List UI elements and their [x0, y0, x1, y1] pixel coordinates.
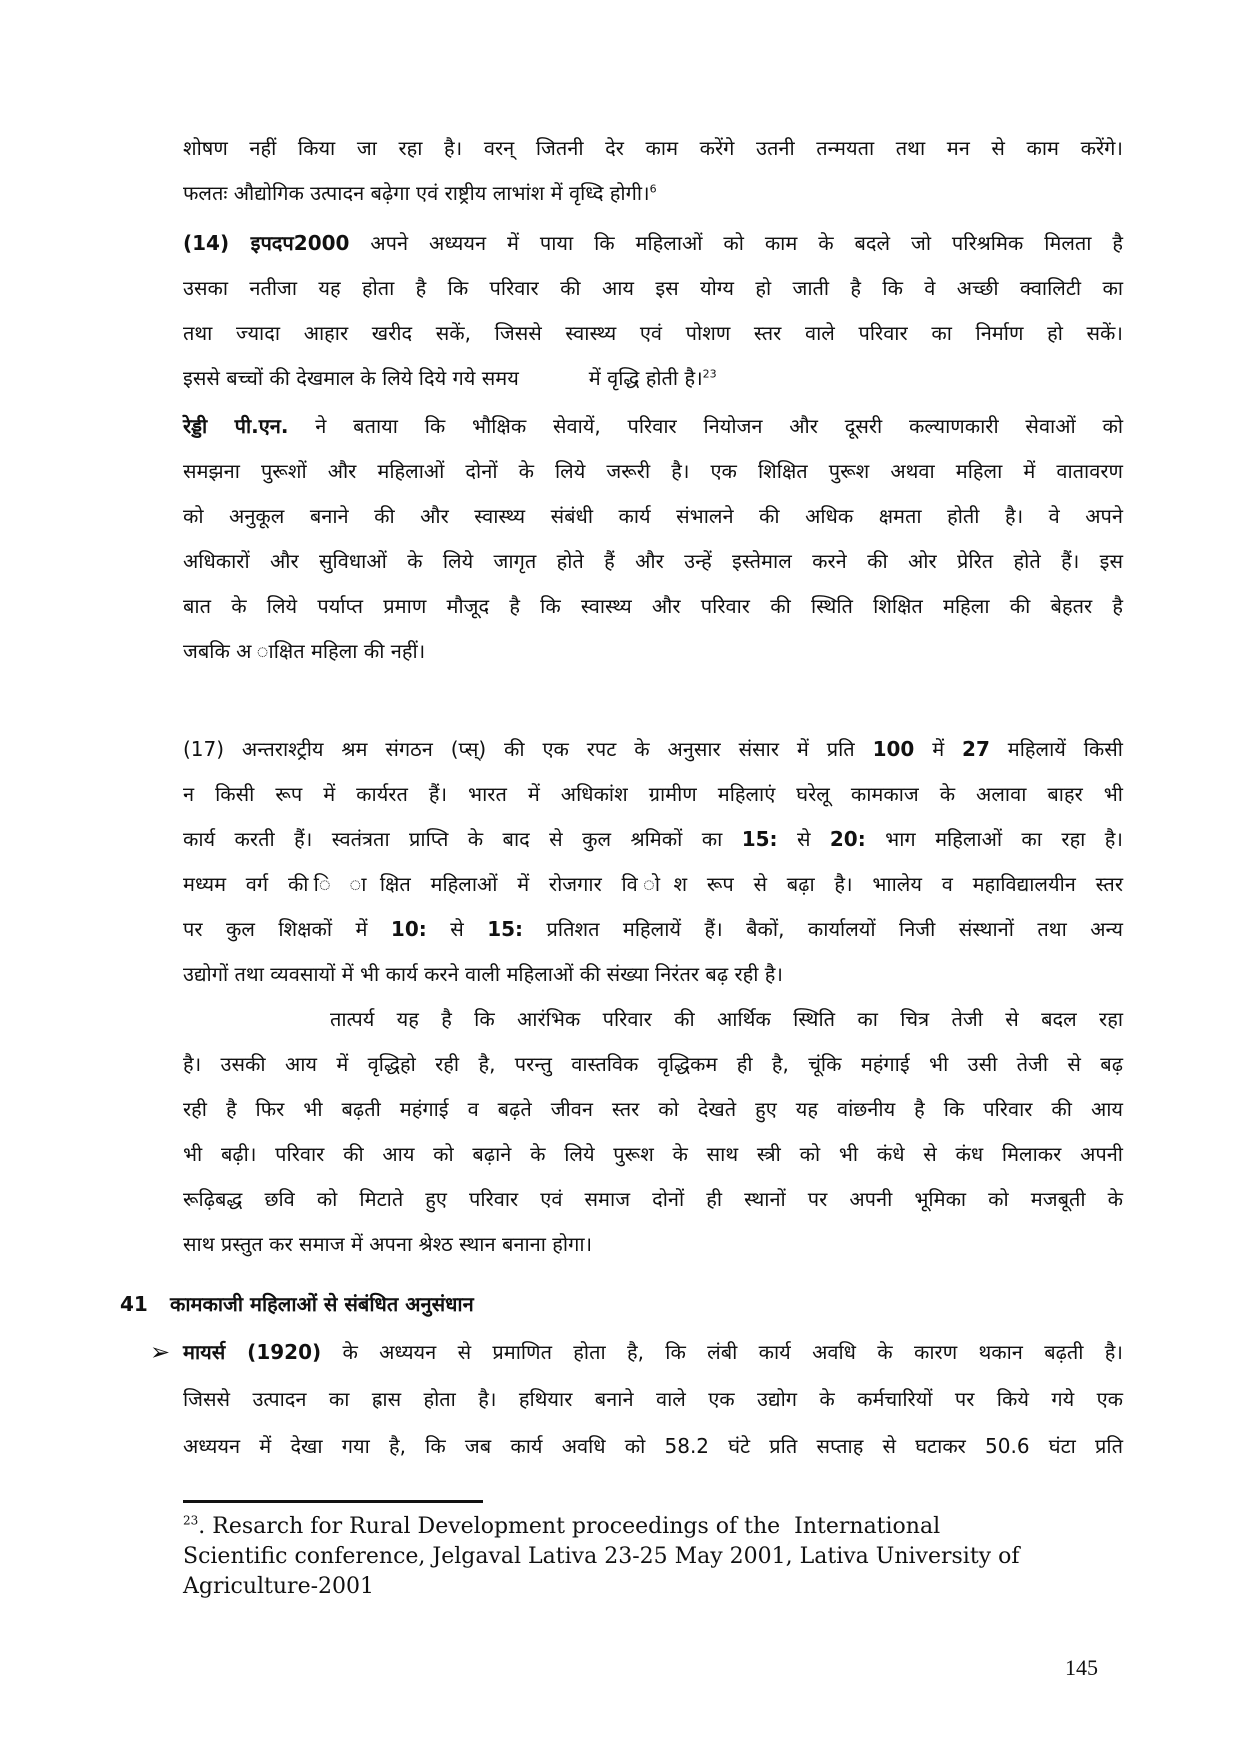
paragraph-3-line-2: समझना पुरूशों और महिलाओं दोनों के लिये जरूरी है। एक शिक्षित पुरूश अथवा महिला में वातावरण [183, 459, 1123, 483]
paragraph-2-line-4 [183, 363, 717, 393]
paragraph-2-line-2: उसका नतीजा यह होता है कि परिवार की आय इस योग्य हो जाती है कि वे अच्छी क्वालिटी का [183, 276, 1123, 300]
paragraph-4-line-5-c: से [426, 917, 488, 941]
paragraph-2-line-1-text: अपने अध्ययन में पाया कि महिलाओं को काम के बदले जो परिश्रमिक मिलता है [349, 231, 1123, 255]
section-heading [120, 1290, 474, 1317]
footnote-ref-23: 23 [702, 367, 717, 381]
section-number: 41 [120, 1292, 148, 1316]
paragraph-4-line-6: उद्योगों तथा व्यवसायों में भी कार्य करने वाली महिलाओं की संख्या निरंतर बढ़ रही है। [183, 962, 783, 986]
paragraph-1-line-2 [183, 178, 657, 208]
paragraph-3-line-5: बात के लिये पर्याप्त प्रमाण मौजूद है कि स्वास्थ्य और परिवार की स्थिति शिक्षित महिला की बेहतर है [183, 594, 1123, 618]
paragraph-3-line-3: को अनुकूल बनाने की और स्वास्थ्य संबंधी कार्य संभालने की अधिक क्षमता होती है। वे अपने [183, 504, 1123, 528]
paragraph-2-line-3: तथा ज्यादा आहार खरीद सकें, जिससे स्वास्थ्य एवं पोशण स्तर वाले परिवार का निर्माण हो सकें। [183, 321, 1123, 345]
paragraph-4-line-1-d: 27 [962, 737, 990, 761]
paragraph-4-line-1-e: महिलायें किसी [989, 737, 1123, 761]
paragraph-3-line-6: जबकि अ ाक्षित महिला की नहीं। [183, 639, 426, 663]
paragraph-4-line-1 [183, 734, 1123, 764]
footnote-line-1 [183, 1512, 940, 1542]
paragraph-4-line-3-b: 15: [741, 827, 778, 851]
paragraph-4-line-4: मध्यम वर्ग की ि ाक्षित महिलाओं में रोजगार वि ोश रूप से बढ़ा है। भाालेय व महाविद्यालयीन स्तर [183, 872, 1123, 896]
paragraph-5-line-4: भी बढ़ी। परिवार की आय को बढ़ाने के लिये पुरूश के साथ स्त्री को भी कंधे से कंध मिलाकर अपनी [183, 1142, 1123, 1166]
paragraph-4-line-2: न किसी रूप में कार्यरत हैं। भारत में अधिकांश ग्रामीण महिलाएं घरेलू कामकाज के अलावा बाहर भी [183, 782, 1123, 806]
paragraph-2-line-1 [183, 228, 1123, 258]
paragraph-5-line-1: तात्पर्य यह है कि आरंभिक परिवार की आर्थिक स्थिति का चित्र तेजी से बदल रहा [330, 1007, 1123, 1031]
paragraph-4-line-1-a: (17) अन्तराश्ट्रीय श्रम संगठन (प्स्) की एक रपट के अनुसार संसार में प्रति [183, 737, 873, 761]
paragraph-4-line-5-e: प्रतिशत महिलायें हैं। बैकों, कार्यालयों निजी संस्थानों तथा अन्य [523, 917, 1123, 941]
page-number: 145 [1065, 1655, 1098, 1680]
paragraph-2-lead: (14) इपदप2000 [183, 231, 350, 255]
paragraph-5-line-6: साथ प्रस्तुत कर समाज में अपना श्रेश्ठ स्थान बनाना होगा। [183, 1232, 593, 1256]
paragraph-5-line-5: रूढ़िबद्ध छवि को मिटाते हुए परिवार एवं समाज दोनों ही स्थानों पर अपनी भूमिका को मजबूती के [183, 1187, 1123, 1211]
bullet-1-line-1 [183, 1337, 1123, 1367]
paragraph-4-line-5-b: 10: [390, 917, 427, 941]
paragraph-4-line-3-e: भाग महिलाओं का रहा है। [865, 827, 1123, 851]
paragraph-1-line-2-text: फलतः औद्योगिक उत्पादन बढ़ेगा एवं राष्ट्रीय लाभांश में वृध्दि होगी। [183, 181, 650, 205]
paragraph-4-line-5-d: 15: [487, 917, 524, 941]
footnote-line-1-text: . Resarch for Rural Development proceedings of the International [198, 1514, 941, 1539]
paragraph-3-line-4: अधिकारों और सुविधाओं के लिये जागृत होते हैं और उन्हें इस्तेमाल करने की ओर प्रेरित होते हैं। इस [183, 549, 1123, 573]
paragraph-3-line-1-text: ने बताया कि भौक्षिक सेवायें, परिवार नियोजन और दूसरी कल्याणकारी सेवाओं को [288, 414, 1124, 438]
section-title: कामकाजी महिलाओं से संबंधित अनुसंधान [170, 1292, 474, 1316]
paragraph-3-line-1 [183, 411, 1123, 441]
footnote-ref-6: 6 [649, 182, 657, 196]
paragraph-5-line-3: रही है फिर भी बढ़ती महंगाई व बढ़ते जीवन स्तर को देखते हुए यह वांछनीय है कि परिवार की आय [183, 1097, 1123, 1121]
footnote-separator [183, 1500, 483, 1503]
footnote-line-3: Agriculture-2001 [183, 1574, 375, 1599]
paragraph-4-line-3-a: कार्य करती हैं। स्वतंत्रता प्राप्ति के बाद से कुल श्रमिकों का [183, 827, 742, 851]
paragraph-4-line-1-c: में [914, 737, 963, 761]
paragraph-3-lead: रेड्डी पी.एन. [183, 414, 289, 438]
bullet-1-lead: मायर्स (1920) [183, 1340, 322, 1364]
bullet-1-line-1-text: के अध्ययन से प्रमाणित होता है, कि लंबी कार्य अवधि के कारण थकान बढ़ती है। [321, 1340, 1123, 1364]
paragraph-1-line-1: शोषण नहीं किया जा रहा है। वरन् जितनी देर काम करेंगे उतनी तन्मयता तथा मन से काम करेंगे। [183, 136, 1123, 160]
paragraph-5-line-2: है। उसकी आय में वृद्धिहो रही है, परन्तु वास्तविक वृद्धिकम ही है, चूंकि महंगाई भी उसी तेजी से बढ़ [183, 1052, 1123, 1076]
arrow-bullet-icon: ➢ [150, 1338, 171, 1366]
bullet-1-line-3: अध्ययन में देखा गया है, कि जब कार्य अवधि को 58.2 घंटे प्रति सप्ताह से घटाकर 50.6 घंटा प्रति [183, 1434, 1123, 1458]
paragraph-4-line-3 [183, 824, 1123, 854]
paragraph-4-line-3-d: 20: [829, 827, 866, 851]
paragraph-4-line-3-c: से [777, 827, 830, 851]
paragraph-2-line-4-text: इससे बच्चों की देखमाल के लिये दिये गये समय में वृद्धि होती है। [183, 366, 703, 390]
footnote-number: 23 [183, 1513, 199, 1528]
paragraph-4-line-5-a: पर कुल शिक्षकों में [183, 917, 391, 941]
paragraph-4-line-1-b: 100 [872, 737, 915, 761]
bullet-1-line-2: जिससे उत्पादन का ह्रास होता है। हथियार बनाने वाले एक उद्योग के कर्मचारियों पर किये गये एक [183, 1387, 1123, 1411]
footnote-line-2: Scientific conference, Jelgaval Lativa 23-25 May 2001, Lativa University of [183, 1544, 1020, 1569]
paragraph-4-line-5 [183, 914, 1123, 944]
